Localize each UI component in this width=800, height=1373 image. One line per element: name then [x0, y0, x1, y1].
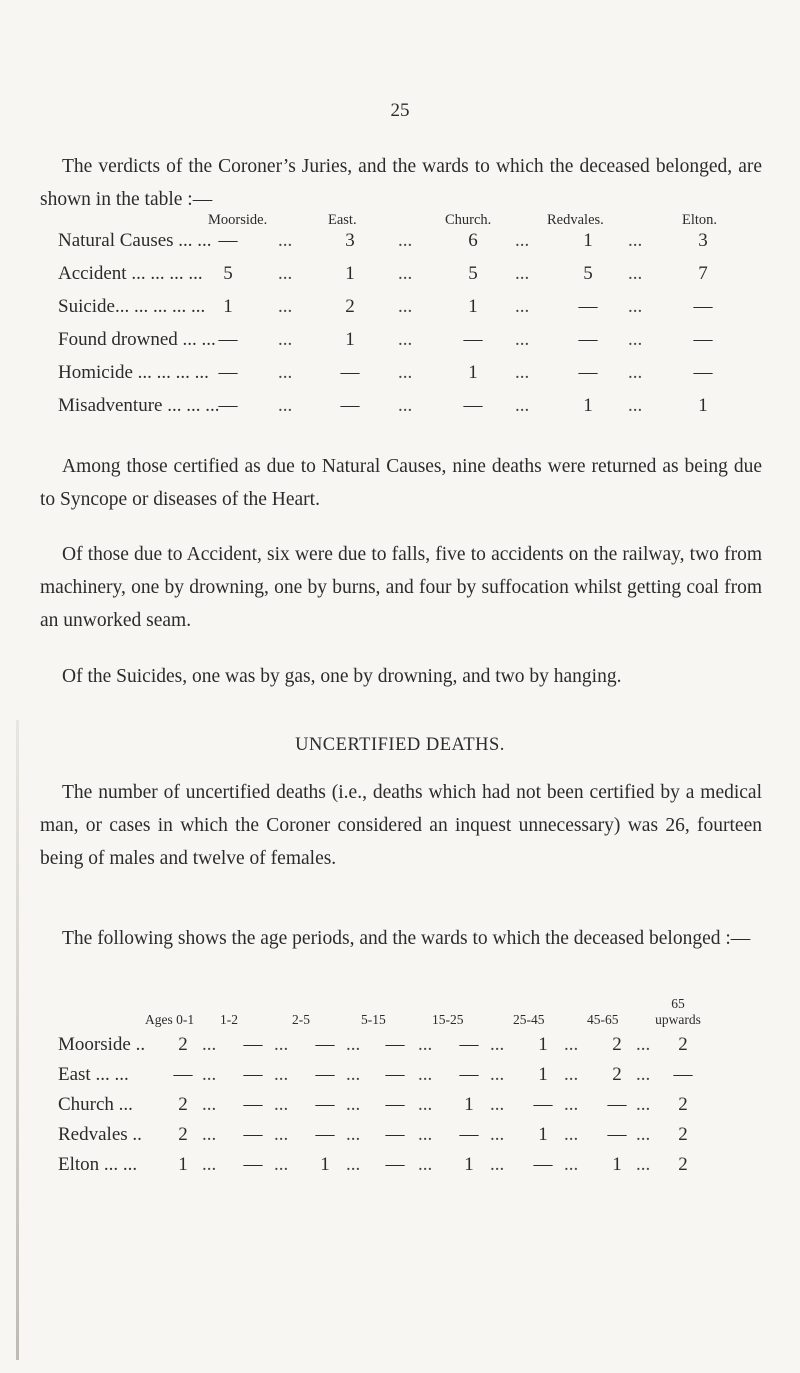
verdict-cell: — — [693, 329, 713, 350]
section-heading: UNCERTIFIED DEATHS. — [295, 735, 505, 755]
verdict-label: Misadventure ... ... ... — [58, 395, 220, 416]
natural-causes-text: Among those certified as due to Natural Causes, nine deaths were returned as being due to Syncope or diseases of the Heart. — [40, 456, 762, 510]
leader-dots: ... — [564, 1154, 579, 1175]
leader-dots: ... — [636, 1124, 651, 1145]
accident-text: Of those due to Accident, six were due to falls, five to accidents on the railway, two from machinery, one by drowning, one by burns, and four by suffocation whilst getting coal from an unworked seam. — [40, 544, 762, 631]
ages-cell: 1 — [538, 1034, 548, 1055]
ages-cell: — — [315, 1124, 335, 1145]
ages-cell: 1 — [178, 1154, 188, 1175]
ward-label: Redvales .. — [58, 1124, 142, 1145]
verdict-cell: 1 — [468, 296, 478, 317]
age-col-65-upwards: 65 upwards — [655, 996, 701, 1027]
verdict-cell: — — [578, 329, 598, 350]
leader-dots: ... — [418, 1064, 433, 1085]
verdict-cell: — — [340, 362, 360, 383]
leader-dots: ... — [418, 1124, 433, 1145]
ages-cell: — — [385, 1094, 405, 1115]
leader-dots: ... — [490, 1124, 505, 1145]
verdict-cell: 1 — [345, 329, 355, 350]
leader-dots: ... — [515, 230, 530, 251]
leader-dots: ... — [636, 1034, 651, 1055]
leader-dots: ... — [636, 1154, 651, 1175]
leader-dots: ... — [628, 395, 643, 416]
ages-cell: 2 — [678, 1034, 688, 1055]
ages-cell: — — [243, 1094, 263, 1115]
verdict-cell: — — [218, 230, 238, 251]
col-elton: Elton. — [682, 212, 718, 228]
leader-dots: ... — [515, 263, 530, 284]
verdict-cell: — — [463, 395, 483, 416]
verdict-cell: — — [578, 362, 598, 383]
leader-dots: ... — [515, 395, 530, 416]
ages-cell: 1 — [320, 1154, 330, 1175]
leader-dots: ... — [202, 1124, 217, 1145]
ages-cell: 2 — [678, 1154, 688, 1175]
suicide-paragraph — [40, 660, 762, 693]
page-edge-shadow — [16, 720, 19, 1360]
ages-cell: — — [385, 1154, 405, 1175]
leader-dots: ... — [398, 296, 413, 317]
leader-dots: ... — [202, 1064, 217, 1085]
verdict-cell: — — [693, 296, 713, 317]
ward-label: Moorside .. — [58, 1034, 146, 1055]
verdict-cell: 2 — [345, 296, 355, 317]
leader-dots: ... — [398, 329, 413, 350]
ages-cell: — — [385, 1034, 405, 1055]
leader-dots: ... — [278, 263, 293, 284]
age-col-45-65: 45-65 — [587, 1012, 619, 1027]
leader-dots: ... — [636, 1094, 651, 1115]
verdict-cell: 1 — [583, 395, 593, 416]
ages-cell: — — [607, 1094, 627, 1115]
leader-dots: ... — [398, 263, 413, 284]
verdict-label: Accident ... ... ... ... — [58, 263, 203, 284]
leader-dots: ... — [628, 329, 643, 350]
verdict-cell: 3 — [345, 230, 355, 251]
leader-dots: ... — [628, 230, 643, 251]
verdict-label: Suicide... ... ... ... ... — [58, 296, 206, 317]
ward-label: East ... ... — [58, 1064, 129, 1085]
leader-dots: ... — [564, 1094, 579, 1115]
following-paragraph — [40, 922, 762, 955]
age-col-1-2: 1-2 — [220, 1012, 238, 1027]
verdict-cell: 3 — [698, 230, 708, 251]
leader-dots: ... — [515, 362, 530, 383]
leader-dots: ... — [418, 1034, 433, 1055]
leader-dots: ... — [274, 1064, 289, 1085]
ages-cell: 1 — [538, 1064, 548, 1085]
leader-dots: ... — [202, 1094, 217, 1115]
leader-dots: ... — [278, 230, 293, 251]
leader-dots: ... — [490, 1154, 505, 1175]
leader-dots: ... — [202, 1154, 217, 1175]
ages-cell: — — [607, 1124, 627, 1145]
verdict-cell: — — [578, 296, 598, 317]
leader-dots: ... — [515, 329, 530, 350]
ages-cell: 2 — [178, 1124, 188, 1145]
ages-cell: — — [243, 1124, 263, 1145]
ages-cell: — — [315, 1094, 335, 1115]
leader-dots: ... — [564, 1064, 579, 1085]
ages-cell: — — [385, 1124, 405, 1145]
leader-dots: ... — [490, 1064, 505, 1085]
ages-cell: — — [459, 1124, 479, 1145]
verdict-cell: 1 — [468, 362, 478, 383]
col-east: East. — [328, 212, 357, 228]
verdict-cell: 1 — [698, 395, 708, 416]
verdict-label: Homicide ... ... ... ... — [58, 362, 209, 383]
leader-dots: ... — [346, 1064, 361, 1085]
leader-dots: ... — [490, 1094, 505, 1115]
natural-causes-paragraph — [40, 450, 762, 516]
accident-paragraph — [40, 538, 762, 637]
age-col-2-5: 2-5 — [292, 1012, 310, 1027]
ward-label: Elton ... ... — [58, 1154, 138, 1175]
ages-cell: 1 — [464, 1154, 474, 1175]
ages-cell: 2 — [678, 1124, 688, 1145]
age-col-5-15: 5-15 — [361, 1012, 386, 1027]
leader-dots: ... — [274, 1094, 289, 1115]
ages-cell: 2 — [612, 1034, 622, 1055]
leader-dots: ... — [274, 1154, 289, 1175]
ages-cell: 1 — [612, 1154, 622, 1175]
leader-dots: ... — [418, 1154, 433, 1175]
verdict-cell: — — [218, 395, 238, 416]
age-col-0-1: Ages 0-1 — [145, 1012, 195, 1027]
age-col-25-45: 25-45 — [513, 1012, 545, 1027]
ages-cell: — — [243, 1064, 263, 1085]
col-church: Church. — [445, 212, 492, 228]
ages-cell: 2 — [178, 1034, 188, 1055]
ages-cell: 2 — [612, 1064, 622, 1085]
verdict-cell: — — [218, 329, 238, 350]
leader-dots: ... — [515, 296, 530, 317]
verdict-label: Natural Causes ... ... — [58, 230, 212, 251]
age-col-15-25: 15-25 — [432, 1012, 464, 1027]
leader-dots: ... — [490, 1034, 505, 1055]
ages-cell: — — [243, 1154, 263, 1175]
verdict-cell: — — [463, 329, 483, 350]
ages-cell: — — [459, 1034, 479, 1055]
verdict-cell: — — [693, 362, 713, 383]
leader-dots: ... — [398, 395, 413, 416]
page-number: 25 — [390, 100, 410, 121]
leader-dots: ... — [636, 1064, 651, 1085]
ages-cell: — — [315, 1034, 335, 1055]
verdict-cell: 5 — [468, 263, 478, 284]
leader-dots: ... — [278, 329, 293, 350]
verdict-cell: 7 — [698, 263, 708, 284]
uncertified-paragraph — [40, 776, 762, 875]
ages-cell: — — [173, 1064, 193, 1085]
col-redvales: Redvales. — [547, 212, 604, 228]
verdict-cell: — — [218, 362, 238, 383]
leader-dots: ... — [202, 1034, 217, 1055]
leader-dots: ... — [346, 1034, 361, 1055]
ages-cell: — — [243, 1034, 263, 1055]
leader-dots: ... — [346, 1154, 361, 1175]
intro-paragraph — [40, 150, 762, 216]
ages-cell: 1 — [538, 1124, 548, 1145]
leader-dots: ... — [564, 1034, 579, 1055]
suicide-text: Of the Suicides, one was by gas, one by drowning, and two by hanging. — [62, 666, 622, 687]
col-moorside: Moorside. — [208, 212, 268, 228]
ages-cell: 2 — [178, 1094, 188, 1115]
ages-cell: — — [385, 1064, 405, 1085]
ages-cell: — — [315, 1064, 335, 1085]
leader-dots: ... — [274, 1034, 289, 1055]
leader-dots: ... — [628, 362, 643, 383]
leader-dots: ... — [398, 362, 413, 383]
uncertified-text: The number of uncertified deaths (i.e., deaths which had not been certified by a medical man, or cases in which the Coroner considered an inquest unnecessary) was 26, fourteen being of males and twelve of females. — [40, 782, 762, 869]
following-text: The following shows the age periods, and the wards to which the deceased belonged :— — [62, 928, 751, 949]
leader-dots: ... — [278, 362, 293, 383]
verdict-cell: 1 — [583, 230, 593, 251]
leader-dots: ... — [346, 1094, 361, 1115]
ward-label: Church ... — [58, 1094, 133, 1115]
verdict-cell: 5 — [583, 263, 593, 284]
ages-cell: — — [459, 1064, 479, 1085]
leader-dots: ... — [274, 1124, 289, 1145]
ages-cell: — — [673, 1064, 693, 1085]
verdict-cell: 5 — [223, 263, 233, 284]
ages-cell: 2 — [678, 1094, 688, 1115]
verdict-cell: 1 — [345, 263, 355, 284]
ages-cell: 1 — [464, 1094, 474, 1115]
leader-dots: ... — [418, 1094, 433, 1115]
ages-cell: — — [533, 1094, 553, 1115]
verdict-cell: 6 — [468, 230, 478, 251]
leader-dots: ... — [628, 296, 643, 317]
leader-dots: ... — [628, 263, 643, 284]
ages-cell: — — [533, 1154, 553, 1175]
verdict-cell: — — [340, 395, 360, 416]
verdict-cell: 1 — [223, 296, 233, 317]
verdict-label: Found drowned ... ... — [58, 329, 216, 350]
leader-dots: ... — [346, 1124, 361, 1145]
leader-dots: ... — [398, 230, 413, 251]
intro-text: The verdicts of the Coroner’s Juries, and the wards to which the deceased belonged, are shown in the table :— — [40, 156, 762, 210]
leader-dots: ... — [278, 395, 293, 416]
leader-dots: ... — [278, 296, 293, 317]
leader-dots: ... — [564, 1124, 579, 1145]
